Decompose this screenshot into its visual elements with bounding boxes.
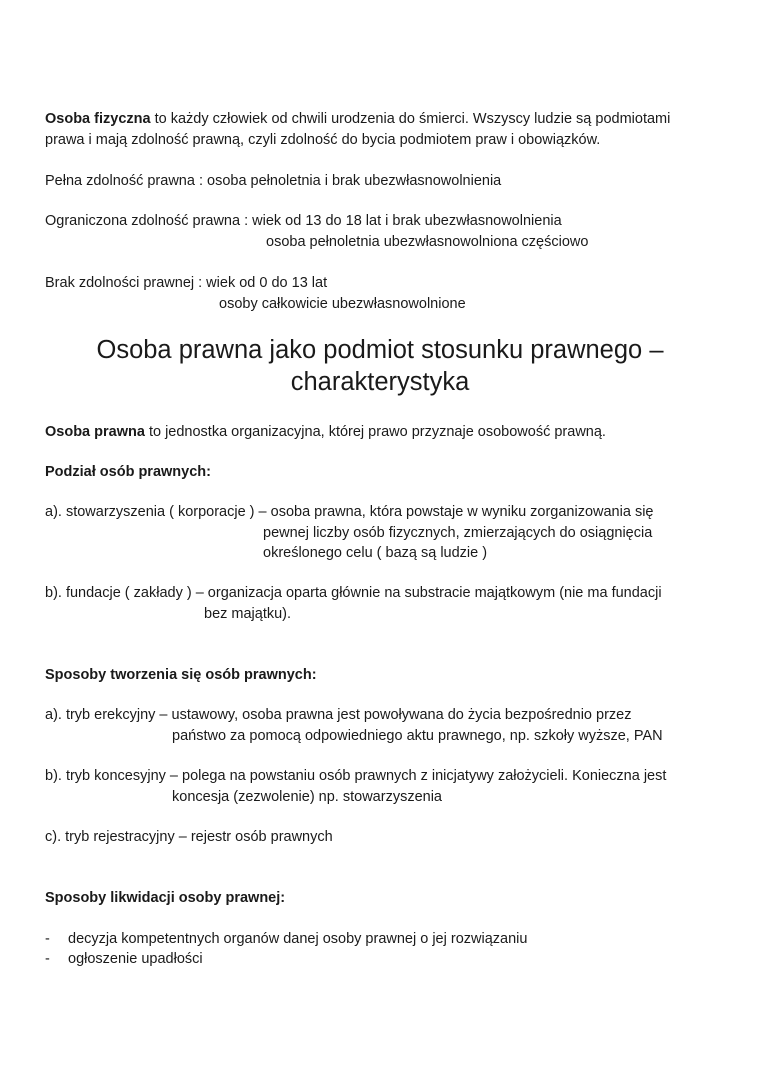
no-capacity-line2: osoby całkowicie ubezwłasnowolnione <box>219 296 466 312</box>
division-heading: Podział osób prawnych: <box>45 464 211 480</box>
creation-c-line1: c). tryb rejestracyjny – rejestr osób prawnych <box>45 829 333 845</box>
section-heading-line2: charakterystyka <box>290 368 470 396</box>
liquidation-heading: Sposoby likwidacji osoby prawnej: <box>45 890 286 906</box>
legal-person-definition <box>45 422 606 442</box>
division-b-line1: b). fundacje ( zakłady ) – organizacja oparta głównie na substracie majątkowym (nie ma fundacji <box>45 585 662 601</box>
creation-a-line2: państwo za pomocą odpowiedniego aktu prawnego, np. szkoły wyższe, PAN <box>172 728 663 744</box>
section-heading-line1: Osoba prawna jako podmiot stosunku prawnego – <box>96 336 664 364</box>
full-capacity-line: Pełna zdolność prawna : osoba pełnoletnia i brak ubezwłasnowolnienia <box>45 173 502 189</box>
creation-heading: Sposoby tworzenia się osób prawnych: <box>45 667 317 683</box>
list-bullet: - <box>45 931 50 947</box>
term-natural-person: Osoba fizyczna <box>45 111 151 127</box>
definition-text: to jednostka organizacyjna, której prawo przyznaje osobowość prawną. <box>144 424 606 440</box>
creation-b-line1: b). tryb koncesyjny – polega na powstaniu osób prawnych z inicjatywy założycieli. Konieczna jest <box>45 768 667 784</box>
division-a-line2: pewnej liczby osób fizycznych, zmierzających do osiągnięcia <box>263 525 653 541</box>
creation-a-line1: a). tryb erekcyjny – ustawowy, osoba prawna jest powoływana do życia bezpośrednio przez <box>45 707 632 723</box>
division-a-line3: określonego celu ( bazą są ludzie ) <box>263 545 488 561</box>
list-item: ogłoszenie upadłości <box>68 951 203 967</box>
division-b-line2: bez majątku). <box>204 606 292 622</box>
paragraph-text: to każdy człowiek od chwili urodzenia do śmierci. Wszyscy ludzie są podmiotami <box>150 111 671 127</box>
creation-b-line2: koncesja (zezwolenie) np. stowarzyszenia <box>172 789 442 805</box>
division-a-line1: a). stowarzyszenia ( korporacje ) – osoba prawna, która powstaje w wyniku zorganizowania się <box>45 504 654 520</box>
paragraph-natural-person-line2: prawa i mają zdolność prawną, czyli zdolność do bycia podmiotem praw i obowiązków. <box>45 132 601 148</box>
limited-capacity-line2: osoba pełnoletnia ubezwłasnowolniona częściowo <box>266 234 589 250</box>
no-capacity-line1: Brak zdolności prawnej : wiek od 0 do 13 lat <box>45 275 328 291</box>
list-bullet: - <box>45 951 50 967</box>
term-legal-person: Osoba prawna <box>45 424 145 440</box>
list-item: decyzja kompetentnych organów danej osoby prawnej o jej rozwiązaniu <box>68 931 528 947</box>
limited-capacity-line1: Ograniczona zdolność prawna : wiek od 13 do 18 lat i brak ubezwłasnowolnienia <box>45 213 562 229</box>
paragraph-natural-person-line1 <box>45 109 670 129</box>
